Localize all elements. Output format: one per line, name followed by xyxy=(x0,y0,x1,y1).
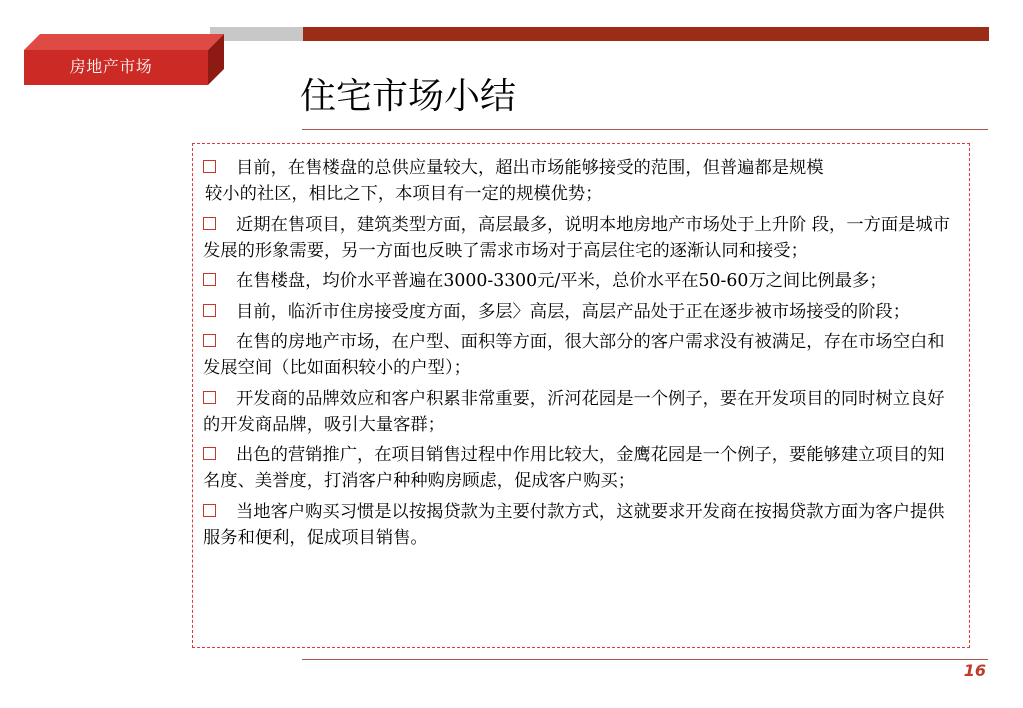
page-number: 16 xyxy=(963,661,986,680)
header-bar-red xyxy=(303,27,989,41)
footer-divider xyxy=(302,659,988,660)
summary-item xyxy=(203,499,961,551)
summary-item-text-continued: 较小的社区，相比之下，本项目有一定的规模优势； xyxy=(205,184,603,204)
checkbox-icon xyxy=(203,334,216,347)
summary-item xyxy=(203,268,961,294)
summary-item xyxy=(203,329,961,381)
summary-box xyxy=(192,143,970,648)
summary-item xyxy=(203,442,961,494)
summary-item-text: 当地客户购买习惯是以按揭贷款为主要付款方式，这就要求开发商在按揭贷款方面为客户提供服务和便利，促成项目销售。 xyxy=(203,501,945,548)
summary-item xyxy=(203,386,961,438)
checkbox-icon xyxy=(203,304,216,317)
checkbox-icon xyxy=(203,273,216,286)
summary-item-text: 在售的房地产市场，在户型、面积等方面，很大部分的客户需求没有被满足，存在市场空白和发展空间（比如面积较小的户型）； xyxy=(203,332,945,378)
summary-item-text: 出色的营销推广，在项目销售过程中作用比较大，金鹰花园是一个例子，要能够建立项目的知名度、美誉度，打消客户种种购房顾虑，促成客户购买； xyxy=(203,445,945,491)
checkbox-icon xyxy=(203,217,216,230)
checkbox-icon xyxy=(203,160,216,173)
checkbox-icon xyxy=(203,447,216,460)
summary-list xyxy=(203,155,961,551)
section-tag-label: 房地产市场 xyxy=(69,57,153,76)
summary-item xyxy=(203,155,961,207)
summary-item-text: 近期在售项目，建筑类型方面，高层最多，说明本地房地产市场处于上升阶 段，一方面是城市发展的形象需要，另一方面也反映了需求市场对于高层住宅的逐渐认同和接受； xyxy=(203,214,951,261)
summary-item-text: 目前，在售楼盘的总供应量较大，超出市场能够接受的范围，但普遍都是规模 xyxy=(236,158,824,178)
page-title: 住宅市场小结 xyxy=(300,76,517,117)
summary-item-text: 开发商的品牌效应和客户积累非常重要，沂河花园是一个例子，要在开发项目的同时树立良好的开发商品牌，吸引大量客群； xyxy=(203,388,945,435)
summary-item xyxy=(203,299,961,325)
summary-item-text: 在售楼盘，均价水平普遍在3000-3300元/平米，总价水平在50-60万之间比例最多； xyxy=(236,271,887,291)
checkbox-icon xyxy=(203,504,216,517)
checkbox-icon xyxy=(203,391,216,404)
summary-item-text: 目前，临沂市住房接受度方面，多层〉高层，高层产品处于正在逐步被市场接受的阶段； xyxy=(236,301,910,322)
title-divider xyxy=(302,129,988,130)
summary-item xyxy=(203,212,961,264)
